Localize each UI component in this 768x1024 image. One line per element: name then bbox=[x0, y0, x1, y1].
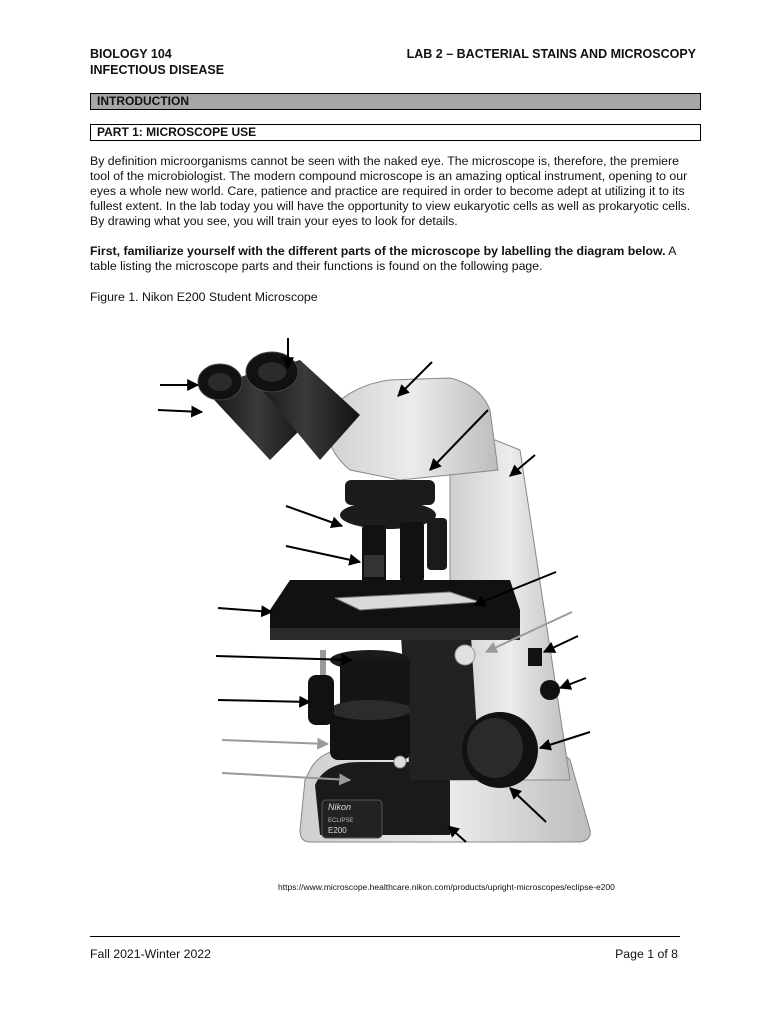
arrow-nosepiece bbox=[286, 506, 342, 526]
footer-term: Fall 2021-Winter 2022 bbox=[90, 947, 211, 961]
arrow-stage bbox=[218, 608, 272, 612]
header-left bbox=[90, 46, 224, 78]
model-label: E200 bbox=[328, 826, 347, 835]
lab-title: LAB 2 – BACTERIAL STAINS AND MICROSCOPY bbox=[406, 47, 696, 61]
figure-caption: Figure 1. Nikon E200 Student Microscope bbox=[90, 290, 318, 304]
instruction-paragraph bbox=[90, 244, 696, 274]
course-code: BIOLOGY 104 bbox=[90, 47, 172, 61]
arrow-objective bbox=[286, 546, 360, 562]
section-part1: PART 1: MICROSCOPE USE bbox=[90, 124, 701, 141]
source-url: https://www.microscope.healthcare.nikon.com/products/upright-microscopes/eclipse-e200 bbox=[278, 882, 615, 892]
footer-page-number: Page 1 of 8 bbox=[615, 947, 678, 961]
brand-label: Nikon bbox=[328, 802, 352, 812]
intro-paragraph: By definition microorganisms cannot be seen with the naked eye. The microscope is, therefore, the premiere tool of the microbiologist. The modern compound microscope is an amazing optical instrument, opening to our eyes a whole new world. Care, patience and practice are required in order to become adept at utilizing it to its fullest extent. In the lab today you will have the opportunity to view eukaryotic cells as well as prokaryotic cells. By drawing what you see, you will train your eyes to look for details. bbox=[90, 154, 691, 228]
stage bbox=[270, 580, 520, 640]
arrow-light-dial bbox=[560, 678, 586, 688]
arrow-diopter bbox=[158, 410, 202, 412]
arrow-stage-knob bbox=[218, 700, 310, 702]
microscope-figure bbox=[150, 330, 600, 870]
footer-divider bbox=[90, 936, 680, 937]
course-name: INFECTIOUS DISEASE bbox=[90, 63, 225, 77]
series-label: ECLIPSE bbox=[328, 818, 354, 824]
section-introduction: INTRODUCTION bbox=[90, 93, 701, 110]
instruction-bold: First, familiarize yourself with the different parts of the microscope by labelling the diagram below. bbox=[90, 244, 666, 258]
arrow-iris-lever bbox=[222, 740, 328, 744]
condenser bbox=[330, 650, 410, 768]
instruction-rest: A table listing the microscope parts and their functions is found on the following page. bbox=[90, 244, 676, 273]
